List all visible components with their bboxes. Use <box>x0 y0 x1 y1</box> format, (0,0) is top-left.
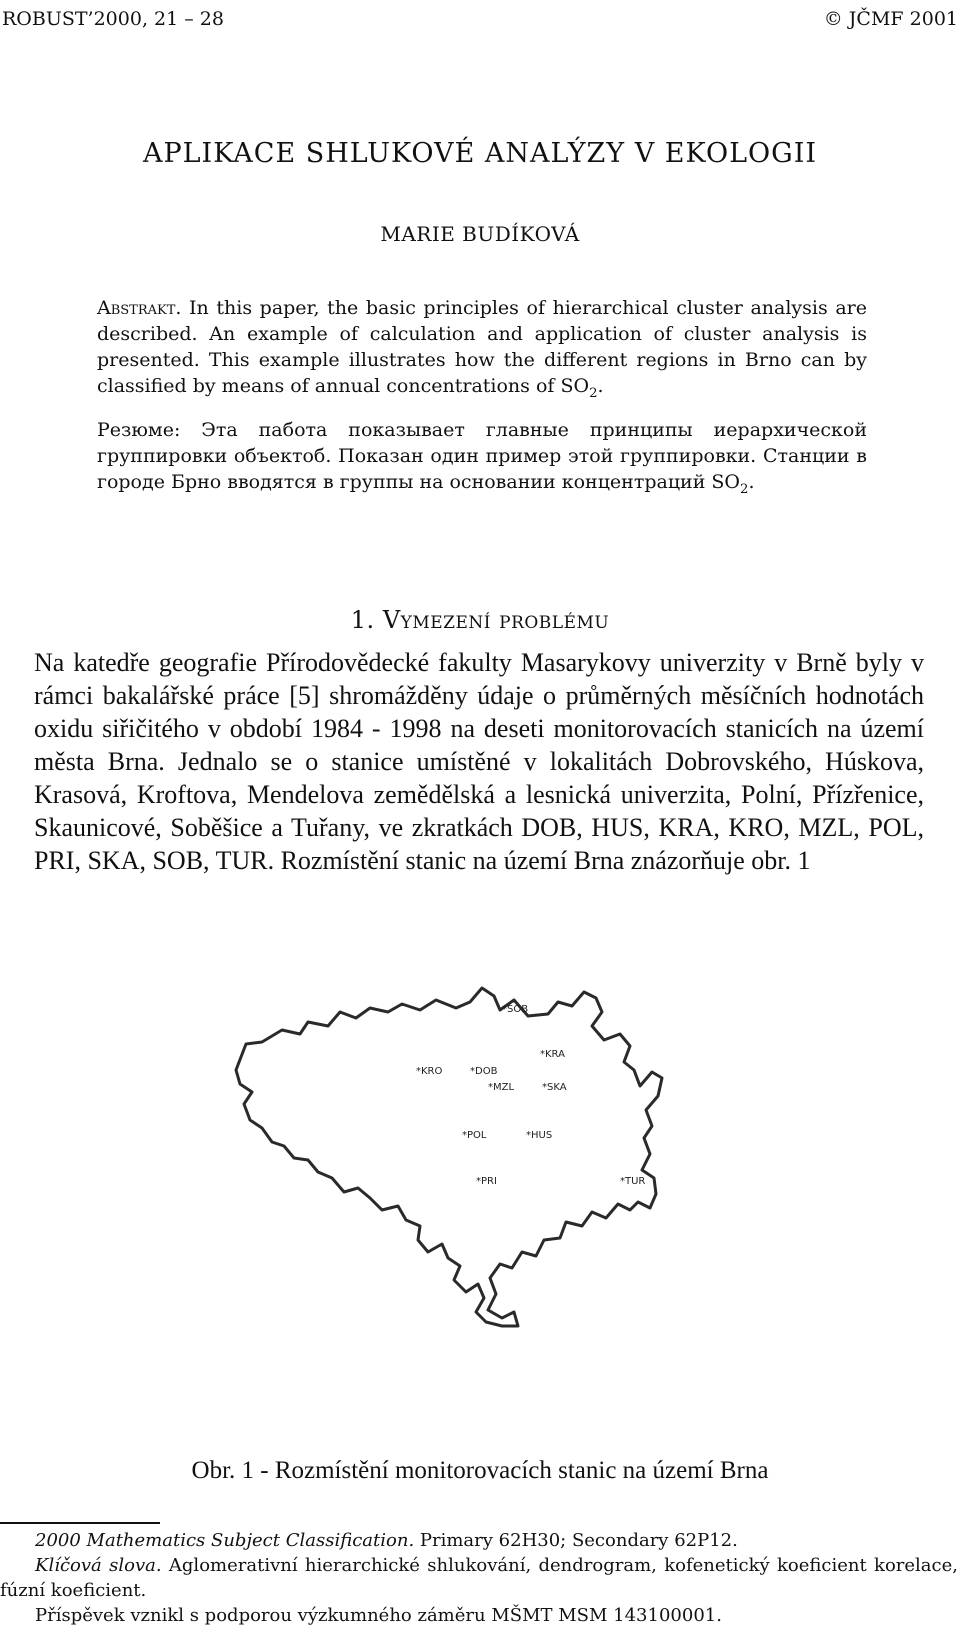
footnote-keywords-label: Klíčová slova. <box>35 1555 162 1576</box>
station-label-sob: *SOB <box>502 1004 529 1015</box>
running-header-right: © JČMF 2001 <box>823 8 958 30</box>
footnote-msc <box>0 1528 958 1553</box>
paper-title: APLIKACE SHLUKOVÉ ANALÝZY V EKOLOGII <box>142 138 818 169</box>
section-number: 1. <box>350 606 375 634</box>
footnote-msc-label: 2000 Mathematics Subject Classification. <box>35 1530 415 1551</box>
footnote-rule <box>0 1522 160 1524</box>
station-label-kro: *KRO <box>416 1066 443 1077</box>
abstract-russian-subscript: 2 <box>740 481 749 497</box>
abstract-label: Abstrakt. <box>97 297 182 319</box>
station-label-hus: *HUS <box>526 1130 553 1141</box>
footnote-keywords <box>0 1553 958 1603</box>
station-label-mzl: *MZL <box>488 1082 515 1093</box>
city-boundary <box>236 988 662 1326</box>
abstract-english-subscript: 2 <box>589 385 598 401</box>
abstract-russian-text: Резюме: Эта пабота показывает главные принципы иерархической группировки объектоб. Показан один пример этой группировки. Станции в городе Брно вводятся в группы на основании концентраций SO <box>97 418 867 493</box>
station-label-pol: *POL <box>462 1130 487 1141</box>
station-label-pri: *PRI <box>476 1176 497 1187</box>
footnote-support: Příspěvek vznikl s podporou výzkumného záměru MŠMT MSM 143100001. <box>35 1605 722 1626</box>
body-paragraph <box>34 646 924 877</box>
abstract-english <box>97 295 867 407</box>
abstract-russian-end: . <box>748 470 755 493</box>
abstract-english-end: . <box>597 375 604 397</box>
running-header-left: ROBUST’2000, 21 – 28 <box>2 8 224 30</box>
station-label-ska: *SKA <box>542 1082 567 1093</box>
brno-map-figure <box>232 982 704 1328</box>
station-label-dob: *DOB <box>470 1066 498 1077</box>
author-name: MARIE BUDÍKOVÁ <box>380 222 580 246</box>
abstract-english-text: In this paper, the basic principles of hierarchical cluster analysis are described. An example of calculation and application of cluster analysis is presented. This example illustrates how the different regions in Brno can by classified by means of annual concentrations of SO <box>97 297 867 397</box>
section-heading <box>0 606 960 634</box>
section-title: Vymezení problému <box>382 606 610 634</box>
body-text: Na katedře geografie Přírodovědecké fakulty Masarykovy univerzity v Brně byly v rámci bakalářské práce [5] shromážděny údaje o průměrných měsíčních hodnotách oxidu siřičitého v období 1984 - 1998 na deseti monitorovacích stanicích na území města Brna. Jednalo se o stanice umístěné v lokalitách Dobrovského, Húskova, Krasová, Kroftova, Mendelova zemědělská a lesnická univerzita, Polní, Přízřenice, Skaunicové, Soběšice a Tuřany, ve zkratkách DOB, HUS, KRA, KRO, MZL, POL, PRI, SKA, SOB, TUR. Rozmístění stanic na území Brna znázorňuje obr. 1 <box>34 648 924 875</box>
footnote-msc-text: Primary 62H30; Secondary 62P12. <box>414 1530 738 1551</box>
footnotes <box>0 1528 958 1628</box>
abstract <box>97 295 867 503</box>
footnote-keywords-text: Aglomerativní hierarchické shlukování, dendrogram, kofenetický koeficient korelace, fúzní koeficient. <box>0 1555 958 1601</box>
abstract-russian <box>97 417 867 503</box>
brno-boundary-map <box>232 982 704 1328</box>
station-label-kra: *KRA <box>540 1049 565 1060</box>
figure-caption: Obr. 1 - Rozmístění monitorovacích stanic na území Brna <box>191 1457 769 1484</box>
station-label-tur: *TUR <box>620 1176 646 1187</box>
